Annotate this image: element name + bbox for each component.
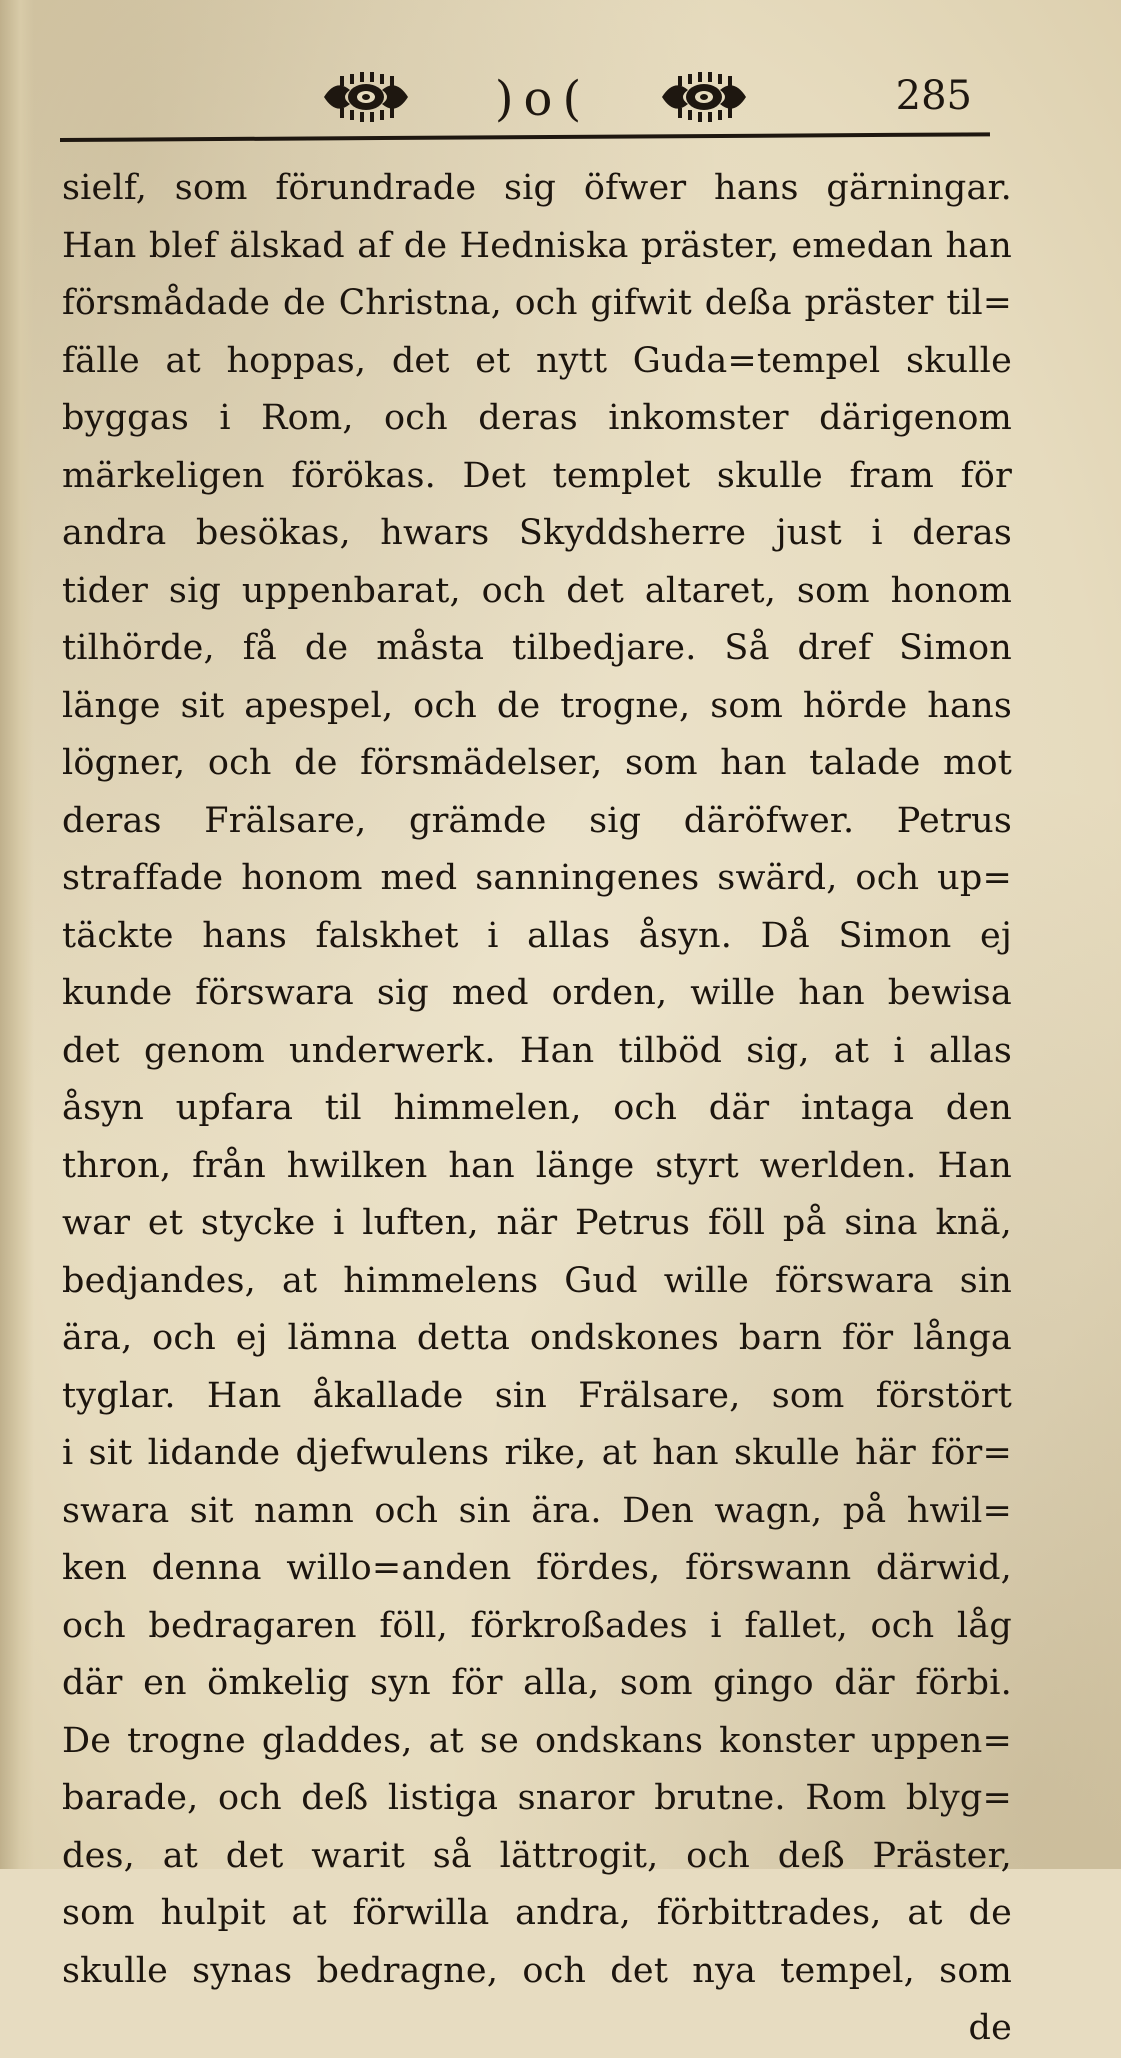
- text-line: sielf, som förundrade sig öfwer hans gärningar.: [62, 168, 1012, 208]
- text-line: och bedragaren föll, förkroßades i fallet, och låg: [62, 1605, 1012, 1646]
- text-line: tider sig uppenbarat, och det altaret, som honom: [62, 570, 1012, 611]
- text-line: straffade honom med sanningenes swärd, och up=: [62, 858, 1012, 898]
- text-line: byggas i Rom, och deras inkomster därigenom: [62, 398, 1012, 438]
- text-line: de: [968, 2008, 1012, 2048]
- header-parentheses: )o(: [494, 71, 592, 127]
- text-line: tilhörde, få de måsta tilbedjare. Så dref Simon: [62, 628, 1012, 668]
- text-line: De trogne gladdes, at se ondskans konster uppen=: [62, 1720, 1012, 1761]
- text-line: war et stycke i luften, när Petrus föll på sina knä,: [62, 1203, 1012, 1243]
- page-number: 285: [895, 73, 972, 119]
- text-line: Han blef älskad af de Hedniska präster, emedan han: [62, 225, 1012, 266]
- text-line: barade, och deß listiga snaror brutne. Rom blyg=: [62, 1778, 1012, 1818]
- text-line: tyglar. Han åkallade sin Frälsare, som förstört: [62, 1375, 1012, 1416]
- text-line: fälle at hoppas, det et nytt Guda=tempel skulle: [62, 340, 1012, 381]
- text-line: bedjandes, at himmelens Gud wille förswara sin: [62, 1260, 1012, 1301]
- text-line: länge sit apespel, och de trogne, som hörde hans: [62, 685, 1012, 726]
- text-line: täckte hans falskhet i allas åsyn. Då Simon ej: [62, 915, 1012, 956]
- text-line: des, at det warit så lättrogit, och deß Präster,: [62, 1835, 1012, 1876]
- page-gutter-shadow: [0, 0, 34, 1869]
- text-line: det genom underwerk. Han tilböd sig, at i allas: [62, 1030, 1012, 1071]
- text-line: försmådade de Christna, och gifwit deßa präster til=: [62, 283, 1012, 323]
- fleuron-ornament-right-icon: [658, 72, 750, 122]
- text-line: kunde förswara sig med orden, wille han bewisa: [62, 973, 1012, 1013]
- text-line: som hulpit at förwilla andra, förbittrades, at de: [62, 1893, 1012, 1933]
- text-line: ken denna willo=anden fördes, förswann därwid,: [62, 1548, 1012, 1588]
- text-line: i sit lidande djefwulens rike, at han skulle här för=: [62, 1433, 1012, 1473]
- body-text: [62, 160, 1012, 2058]
- text-line: åsyn upfara til himmelen, och där intaga den: [62, 1088, 1012, 1128]
- text-line: där en ömkelig syn för alla, som gingo där förbi.: [62, 1663, 1012, 1703]
- text-line: deras Frälsare, grämde sig däröfwer. Petrus: [62, 800, 1012, 841]
- text-line: lögner, och de försmädelser, som han talade mot: [62, 743, 1012, 783]
- text-line: swara sit namn och sin ära. Den wagn, på hwil=: [62, 1490, 1012, 1531]
- text-line: ära, och ej lämna detta ondskones barn för långa: [62, 1318, 1012, 1358]
- fleuron-ornament-left-icon: [320, 72, 412, 122]
- text-line: märkeligen förökas. Det templet skulle fram för: [62, 455, 1012, 496]
- text-line: skulle synas bedragne, och det nya tempel, som: [62, 1950, 1012, 1991]
- page-header: [58, 64, 988, 134]
- text-line: andra besökas, hwars Skyddsherre just i deras: [62, 513, 1012, 553]
- text-line: thron, från hwilken han länge styrt werlden. Han: [62, 1145, 1012, 1186]
